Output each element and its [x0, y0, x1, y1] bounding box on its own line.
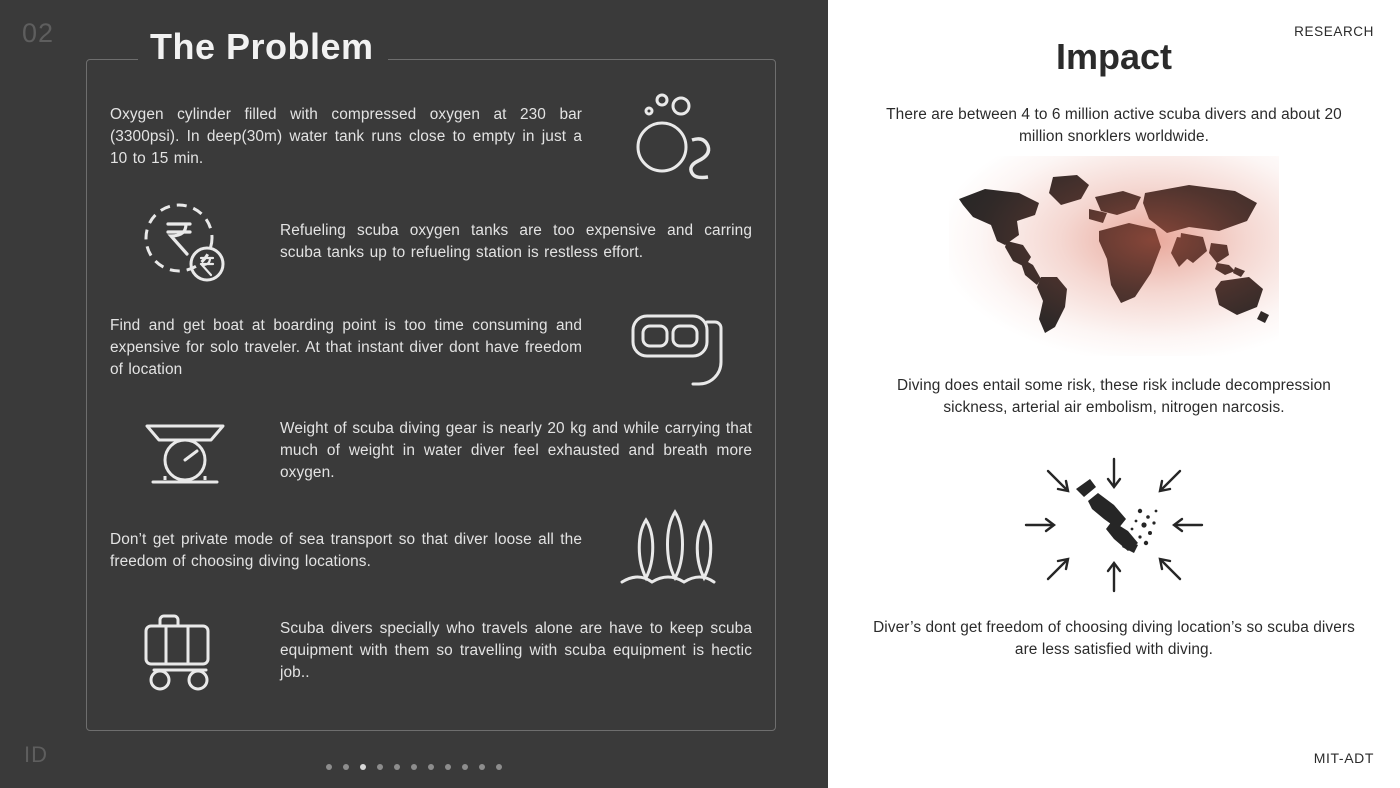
list-item — [110, 196, 752, 288]
id-mark: ID — [24, 742, 48, 767]
surfboards-icon — [602, 508, 752, 594]
pagination-dot-active[interactable] — [360, 764, 366, 770]
problem-text: Find and get boat at boarding point is too time consuming and expensive for solo traveler. At that instant diver dont have freedom of location — [110, 317, 582, 378]
rupee-coin-icon — [110, 196, 260, 288]
snorkel-mask-icon — [602, 302, 752, 394]
page-title: The Problem — [138, 26, 388, 68]
pagination-dot[interactable] — [411, 764, 417, 770]
pagination-dot[interactable] — [428, 764, 434, 770]
slide-number: 02 — [22, 18, 55, 48]
problem-row-list — [86, 92, 776, 708]
pagination-dot[interactable] — [445, 764, 451, 770]
pagination-dot[interactable] — [377, 764, 383, 770]
problem-text: Refueling scuba oxygen tanks are too expensive and carring scuba tanks up to refueling station is restless effort. — [280, 222, 752, 261]
list-item — [110, 302, 752, 394]
section-label-research: RESEARCH — [1294, 24, 1374, 39]
footer-label-institution: MIT-ADT — [1313, 750, 1374, 766]
world-map-figure — [868, 166, 1360, 346]
problem-text: Scuba divers specially who travels alone are have to keep scuba equipment with them so travelling with scuba equipment is hectic job.. — [280, 620, 752, 681]
problem-text: Don’t get private mode of sea transport so that diver loose all the freedom of choosing diving locations. — [110, 531, 582, 570]
impact-title: Impact — [1055, 36, 1173, 77]
pagination-dot[interactable] — [326, 764, 332, 770]
pagination-dot[interactable] — [479, 764, 485, 770]
pagination-dot[interactable] — [394, 764, 400, 770]
oxygen-o2-icon — [602, 92, 752, 182]
impact-text-divers-count: There are between 4 to 6 million active scuba divers and about 20 million snorklers worldwide. — [886, 106, 1342, 145]
list-item — [110, 92, 752, 182]
pagination-dot[interactable] — [496, 764, 502, 770]
pagination-dots[interactable] — [0, 764, 828, 770]
pagination-dot[interactable] — [343, 764, 349, 770]
diver-pressure-figure — [868, 455, 1360, 595]
luggage-trolley-icon — [110, 608, 260, 694]
impact-text-risks: Diving does entail some risk, these risk include decompression sickness, arterial air embolism, nitrogen narcosis. — [897, 377, 1331, 416]
pagination-dot[interactable] — [462, 764, 468, 770]
list-item — [110, 508, 752, 594]
weighing-scale-icon — [110, 408, 260, 494]
problem-text: Oxygen cylinder filled with compressed oxygen at 230 bar (3300psi). In deep(30m) water tank runs close to empty in just a 10 to 15 min. — [110, 106, 582, 167]
diver-pressure-svg — [1014, 455, 1214, 595]
problem-text: Weight of scuba diving gear is nearly 20 kg and while carrying that much of weight in water diver feel exhausted and breath more oxygen. — [280, 420, 752, 481]
world-map-svg — [949, 171, 1279, 341]
impact-text-freedom: Diver’s dont get freedom of choosing diving location’s so scuba divers are less satisfied with diving. — [873, 619, 1355, 658]
list-item — [110, 608, 752, 694]
impact-panel — [828, 0, 1400, 788]
list-item — [110, 408, 752, 494]
